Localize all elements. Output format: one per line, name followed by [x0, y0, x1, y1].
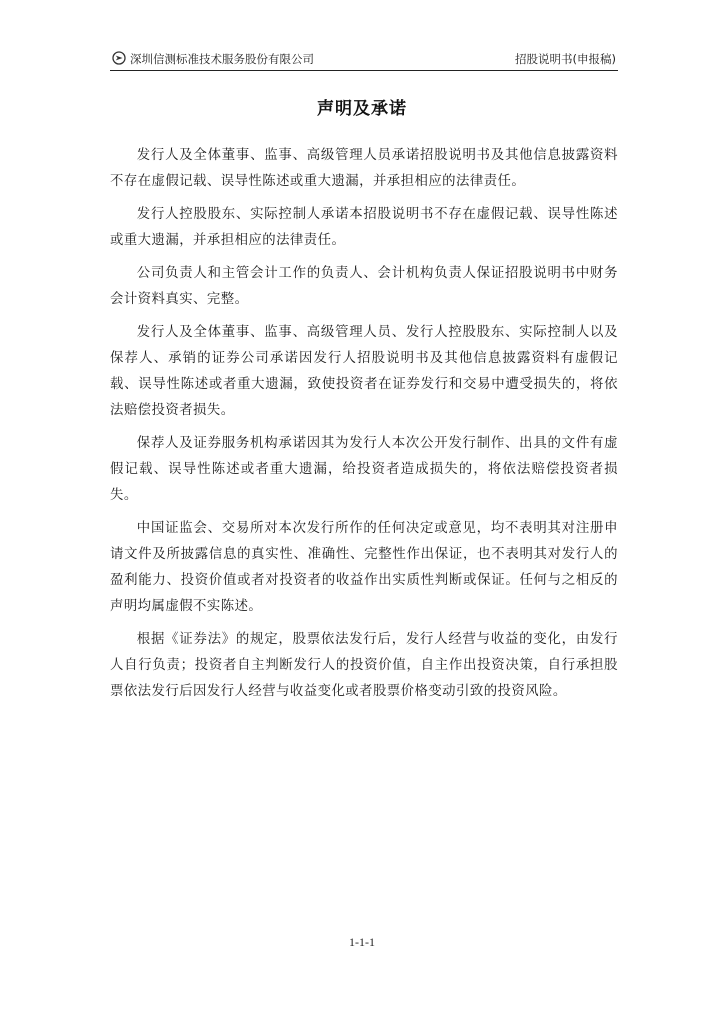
page-title: 声明及承诺	[317, 99, 407, 119]
paragraph-issuer-directors: 发行人及全体董事、监事、高级管理人员承诺招股说明书及其他信息披露资料不存在虚假记载、误导性陈述或重大遗漏，并承担相应的法律责任。	[110, 148, 618, 189]
company-logo-icon	[112, 51, 126, 65]
document-type: 招股说明书(申报稿)	[515, 52, 616, 66]
page-number: 1-1-1	[349, 935, 375, 949]
paragraph-compensation-commitment: 发行人及全体董事、监事、高级管理人员、发行人控股股东、实际控制人以及保荐人、承销的证券公司承诺因发行人招股说明书及其他信息披露资料有虚假记载、误导性陈述或者重大遗漏，致使投资者在证券发行和交易中遭受损失的，将依法赔偿投资者损失。	[110, 325, 618, 418]
company-name: 深圳信测标准技术服务股份有限公司	[130, 52, 314, 66]
paragraph-csrc-disclaimer: 中国证监会、交易所对本次发行所作的任何决定或意见，均不表明其对注册申请文件及所披露信息的真实性、准确性、完整性作出保证，也不表明其对发行人的盈利能力、投资价值或者对投资者的收益作出实质性判断或保证。任何与之相反的声明均属虚假不实陈述。	[110, 521, 618, 614]
paragraph-controlling-shareholder: 发行人控股股东、实际控制人承诺本招股说明书不存在虚假记载、误导性陈述或重大遗漏，并承担相应的法律责任。	[110, 207, 618, 248]
statement-body	[110, 143, 618, 712]
page-header	[110, 48, 618, 71]
paragraph-sponsor-commitment: 保荐人及证券服务机构承诺因其为发行人本次公开发行制作、出具的文件有虚假记载、误导性陈述或者重大遗漏，给投资者造成损失的，将依法赔偿投资者损失。	[110, 436, 618, 503]
paragraph-investment-risk: 根据《证券法》的规定，股票依法发行后，发行人经营与收益的变化，由发行人自行负责；投资者自主判断发行人的投资价值，自主作出投资决策，自行承担股票依法发行后因发行人经营与收益变化或者股票价格变动引致的投资风险。	[110, 632, 618, 699]
paragraph-accounting-heads: 公司负责人和主管会计工作的负责人、会计机构负责人保证招股说明书中财务会计资料真实、完整。	[110, 266, 618, 307]
